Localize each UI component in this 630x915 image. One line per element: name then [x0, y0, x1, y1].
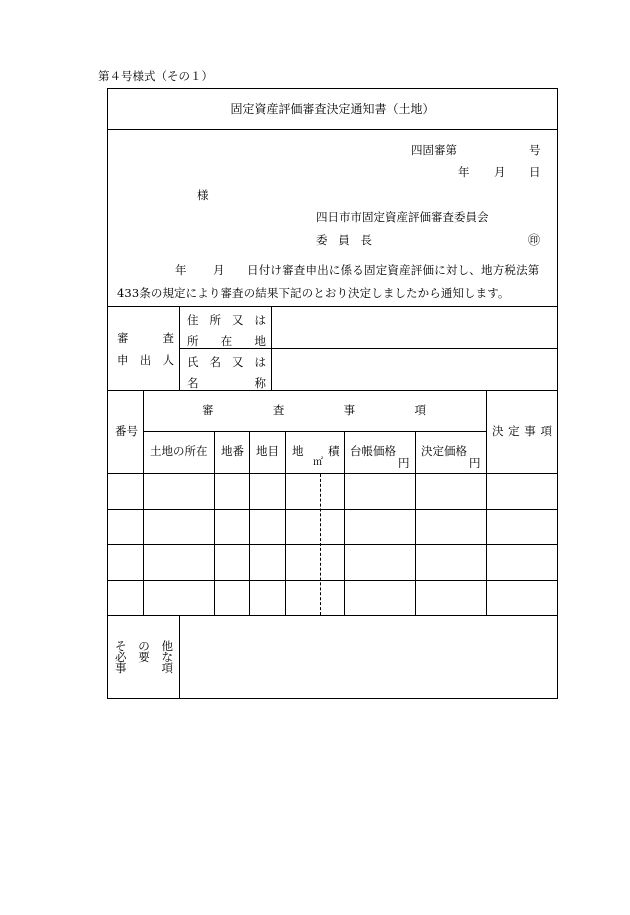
name-label-char: 又 [232, 355, 244, 369]
table-top-divider [107, 390, 558, 391]
seal-mark: ㊞ [528, 233, 541, 247]
name-label-char: 称 [254, 376, 266, 390]
review-header-char: 審 [202, 403, 214, 417]
applicant-label-char: 出 [139, 353, 152, 367]
other-label-char: 事 [115, 661, 127, 675]
address-label-char: 在 [220, 334, 233, 348]
row-divider-4 [107, 580, 558, 581]
other-label-char: 他 [161, 639, 173, 653]
notice-number-prefix: 四固審第 [411, 143, 457, 157]
committee-name: 四日市市固定資産評価審査委員会 [316, 210, 489, 224]
other-label-char: な [161, 650, 173, 664]
land-category-column-header: 地目 [256, 444, 279, 458]
name-label-line-1 [187, 357, 266, 369]
address-label-char: 又 [232, 313, 244, 327]
title-divider [107, 129, 558, 130]
applicant-label-char: 査 [162, 331, 174, 345]
other-label-char: 必 [115, 650, 127, 664]
review-header-divider [143, 431, 486, 432]
number-column-header: 番号 [115, 424, 138, 438]
address-label-char: 住 [187, 313, 199, 327]
location-column-header: 土地の所在 [150, 444, 208, 458]
notice-month-label: 月 [213, 263, 225, 277]
ledger-price-column-header: 台帳価格 [350, 444, 396, 458]
frame-right [557, 88, 558, 699]
addressee-sama: 様 [197, 188, 209, 202]
decided-price-unit: 円 [469, 456, 481, 470]
other-label-char: 項 [161, 661, 173, 675]
row-divider-2 [107, 509, 558, 510]
address-label-char: 所 [187, 334, 199, 348]
col-divider-category [249, 431, 250, 615]
applicant-label-char: 申 [117, 353, 129, 367]
applicant-label-char: 人 [162, 353, 174, 367]
col-divider-number [143, 390, 144, 615]
name-label-line-2 [187, 378, 266, 390]
col-divider-lot [214, 431, 215, 615]
document-title: 固定資産評価審査決定通知書（土地） [230, 102, 435, 116]
notice-number-suffix: 号 [529, 143, 541, 157]
area-column-header-1: 地 [292, 444, 304, 458]
lot-number-column-header: 地番 [221, 444, 244, 458]
notice-year-label: 年 [175, 263, 187, 277]
date-day-label: 日 [529, 165, 541, 179]
form-label: 第４号様式（その１） [98, 69, 213, 83]
review-items-header [202, 405, 426, 417]
frame-bottom [107, 698, 558, 699]
frame-left [107, 88, 108, 699]
area-unit-label: ㎡ [313, 457, 323, 468]
address-label-char: 所 [209, 313, 221, 327]
other-label-char: そ [115, 639, 127, 653]
chairman-char: 員 [338, 233, 350, 247]
address-label-line-2 [187, 336, 266, 348]
name-label-char: は [254, 355, 266, 369]
date-month-label: 月 [494, 165, 506, 179]
chairman-char: 委 [316, 233, 328, 247]
frame-top [107, 88, 558, 89]
date-year-label: 年 [458, 165, 470, 179]
row-divider-3 [107, 544, 558, 545]
col-divider-decision [486, 390, 487, 615]
review-header-char: 査 [272, 403, 285, 417]
applicant-label-line-2 [117, 355, 174, 367]
review-header-char: 項 [414, 403, 426, 417]
name-label-char: 名 [209, 355, 221, 369]
applicant-top-divider [107, 306, 558, 307]
notice-line-1: 日付け審査申出に係る固定資産評価に対し、地方税法第 [247, 263, 540, 277]
col-divider-area [285, 431, 286, 615]
name-label-char: 氏 [187, 355, 199, 369]
chairman-char: 長 [360, 233, 372, 247]
other-label-char: 要 [138, 650, 150, 664]
other-label-row-3 [115, 663, 173, 675]
address-label-char: 地 [254, 334, 266, 348]
name-label-char: 名 [187, 376, 199, 390]
area-column-header-2: 積 [328, 444, 340, 458]
address-label-line-1 [187, 315, 266, 327]
col-divider-decided [415, 431, 416, 615]
row-divider-1 [107, 473, 558, 474]
other-label-divider [179, 615, 180, 699]
address-label-char: は [254, 313, 266, 327]
applicant-label-char: 審 [117, 331, 129, 345]
applicant-row-divider [179, 348, 558, 349]
notice-line-2: 433条の規定により審査の結果下記のとおり決定しましたから通知します。 [117, 286, 510, 300]
row-divider-5 [107, 615, 558, 616]
applicant-label-line-1 [117, 333, 174, 345]
review-header-char: 事 [343, 403, 356, 417]
decided-price-column-header: 決定価格 [421, 444, 467, 458]
other-label-char: の [138, 639, 150, 653]
decision-column-header: 決 定 事 項 [492, 424, 552, 438]
chairman-title [316, 235, 372, 247]
ledger-price-unit: 円 [398, 456, 410, 470]
col-divider-ledger [344, 431, 345, 615]
